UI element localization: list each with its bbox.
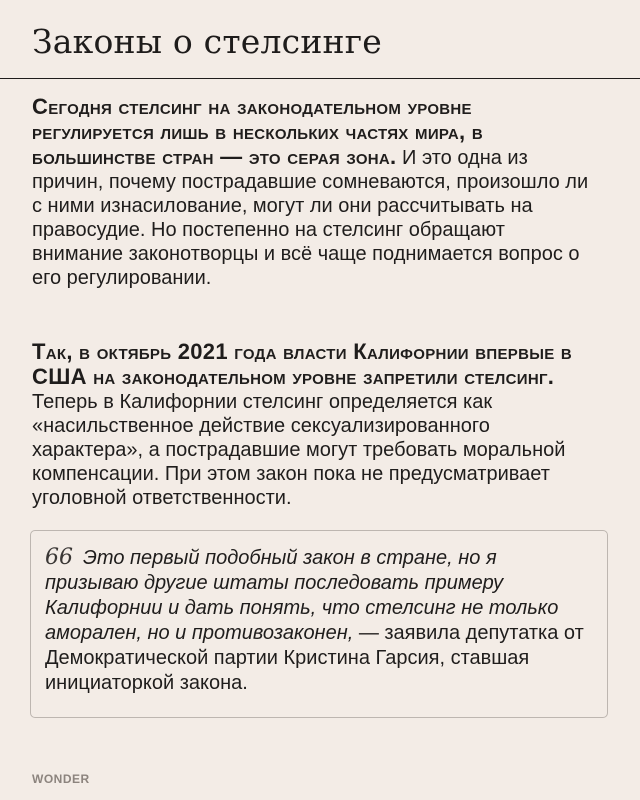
paragraph-1: [32, 95, 598, 290]
brand-logo: WONDER: [32, 772, 90, 786]
paragraph-2-body: Теперь в Калифорнии стелсинг определяется как «насильственное действие сексуализированного характера», а пострадавшие могут требовать моральной компенсации. При этом закон пока не предусматривает уголовной ответственности.: [32, 391, 566, 509]
quote-box: [30, 530, 608, 718]
title-divider: [0, 78, 640, 79]
quote-mark-icon: 66: [45, 545, 73, 570]
paragraph-2-lead: Так, в октябрь 2021 года власти Калифорнии впервые в США на законодательном уровне запретили стелсинг.: [32, 339, 573, 389]
quote-attribution: — заявила депутатка от Демократической партии Кристина Гарсия, ставшая инициаторкой закона.: [45, 622, 584, 694]
paragraph-1-body: И это одна из причин, почему пострадавшие сомневаются, произошло ли с ними изнасилование, могут ли они рассчитывать на правосудие. Но постепенно на стелсинг обращают внимание законотворцы и всё чаще поднимается вопрос о его регулировании.: [32, 147, 589, 289]
paragraph-2: [32, 340, 598, 510]
quote-text: Это первый подобный закон в стране, но я призываю другие штаты последовать примеру Калифорнии и дать понять, что стелсинг не только аморален, но и противозаконен,: [45, 547, 559, 644]
page-title: Законы о стелсинге: [32, 22, 382, 61]
paragraph-1-lead: Сегодня стелсинг на законодательном уровне регулируется лишь в нескольких частях мира, в большинстве стран — это серая зона.: [32, 94, 483, 169]
